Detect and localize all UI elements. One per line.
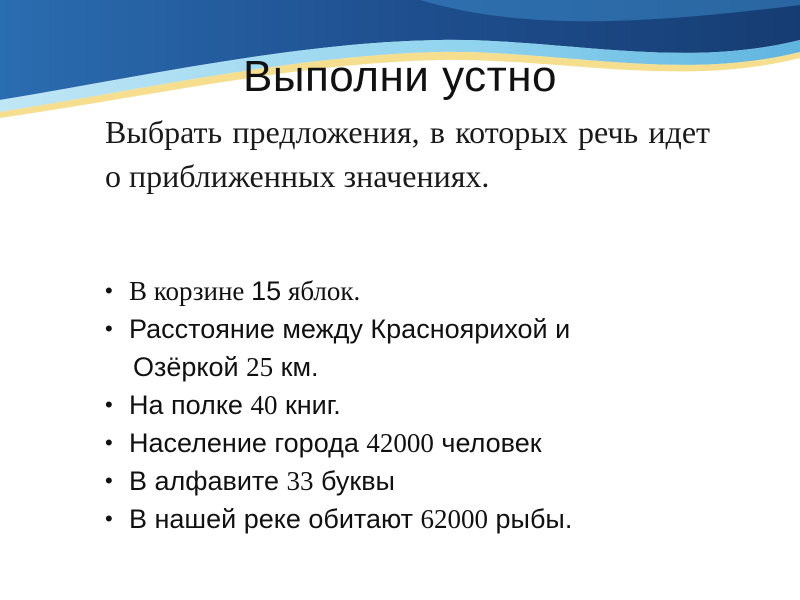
list-item (105, 462, 745, 500)
item-text: Население города (129, 428, 367, 458)
bullet-icon: • (105, 468, 113, 493)
list-item (105, 310, 745, 348)
sentence-list (105, 272, 745, 538)
item-number: 15 (251, 276, 282, 306)
item-number: 33 (286, 466, 314, 496)
item-text: яблок. (281, 276, 361, 306)
item-text: книг. (277, 390, 341, 420)
list-item (105, 500, 745, 538)
task-text: Выбрать предложения, в которых речь идет о приближенных значениях. (105, 114, 710, 194)
bullet-icon: • (105, 316, 113, 341)
item-text: Озёркой (133, 352, 247, 382)
bullet-icon: • (105, 430, 113, 455)
slide-title: Выполни устно (242, 52, 557, 101)
item-text: человек (433, 428, 542, 458)
item-number: 25 (246, 352, 274, 382)
bullet-icon: • (105, 278, 113, 303)
item-number: 40 (250, 390, 278, 420)
list-item (105, 424, 745, 462)
list-item-continuation (105, 348, 745, 386)
bullet-icon: • (105, 392, 113, 417)
item-text: км. (273, 352, 319, 382)
list-item (105, 272, 745, 310)
list-item (105, 386, 745, 424)
item-text: На полке (129, 390, 251, 420)
item-text: рыбы. (488, 504, 573, 534)
bullet-icon: • (105, 506, 113, 531)
item-text: В алфавите (129, 466, 287, 496)
item-number: 62000 (420, 504, 489, 534)
item-text: В нашей реке обитают (129, 504, 421, 534)
item-text: В корзине (129, 276, 252, 306)
item-text: Расстояние между Красноярихой и (129, 314, 571, 344)
item-text: буквы (313, 466, 395, 496)
item-number: 42000 (366, 428, 434, 458)
